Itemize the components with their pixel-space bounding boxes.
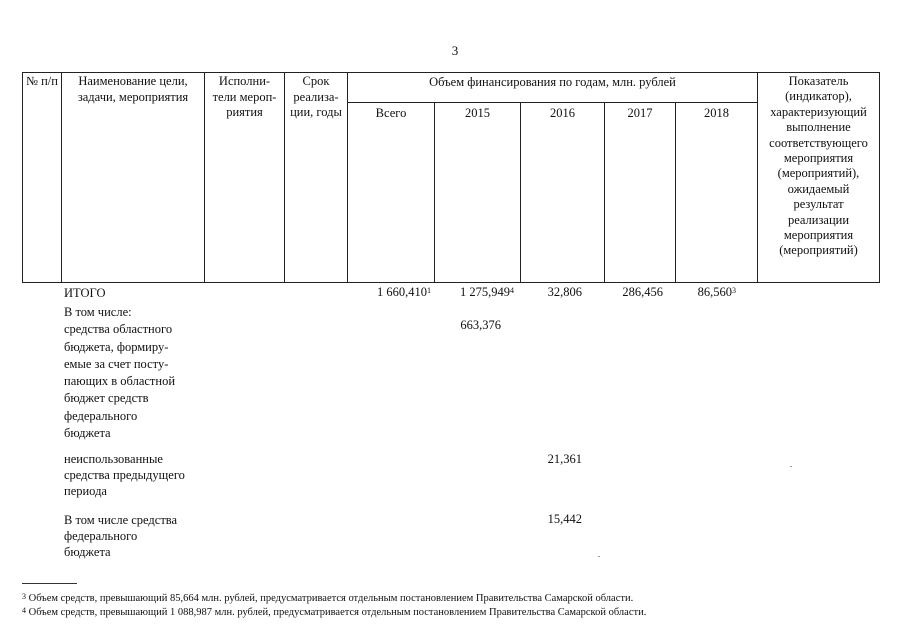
- header-name: Наименование цели, задачи, мероприятия: [77, 74, 189, 104]
- total-row-2015: 1 275,949$^4$: [460, 285, 514, 299]
- total-row-2018: 86,560$^3$: [697, 285, 736, 299]
- federal-row-2016: 15,442: [547, 512, 582, 526]
- header-year-2018: 2018: [704, 106, 729, 120]
- footnote-3: $^3$ Объем средств, превышающий 85,664 млн. рублей, предусматривается отдельным постановлением Правительства Самарской области.: [22, 592, 634, 604]
- header-year-2015: 2015: [465, 106, 490, 120]
- scan-speck: [598, 556, 600, 557]
- total-row-label: ИТОГО: [64, 286, 106, 300]
- header-num: № п/п: [26, 74, 58, 88]
- header-funding: Объем финансирования по годам, млн. рублей: [429, 75, 676, 89]
- total-row-2017: 286,456: [622, 285, 663, 299]
- header-term: Срок реализа- ции, годы: [290, 74, 342, 119]
- total-row-2016: 32,806: [547, 285, 582, 299]
- scan-speck: [790, 466, 792, 467]
- header-indicator: Показатель (индикатор), характеризующий выполнение соответствующего мероприятия (мероприятий), ожидаемый результат реализации мероприятия (мероприятий): [769, 74, 868, 258]
- footnote-separator: [22, 583, 77, 584]
- footnote-4: $^4$ Объем средств, превышающий 1 088,987 млн. рублей, предусматривается отдельным постановлением Правительства Самарской области.: [22, 606, 647, 618]
- federal-row-label: В том числе средства федерального бюджета: [64, 513, 178, 559]
- unused-row-label: неиспользованные средства предыдущего периода: [64, 452, 185, 498]
- regional-row-label: В том числе: средства областного бюджета, формиру- емые за счет посту- пающих в областной бюджет средств федерального бюджета: [64, 305, 176, 441]
- regional-row-2015: 663,376: [460, 318, 501, 332]
- header-total: Всего: [375, 106, 407, 120]
- header-year-2017: 2017: [627, 106, 653, 120]
- header-year-2016: 2016: [550, 106, 575, 120]
- page-number: 3: [451, 43, 459, 58]
- unused-row-2016: 21,361: [547, 452, 582, 466]
- total-row-total: 1 660,410$^1$: [377, 285, 431, 299]
- header-executors: Исполни- тели мероп- риятия: [212, 74, 277, 119]
